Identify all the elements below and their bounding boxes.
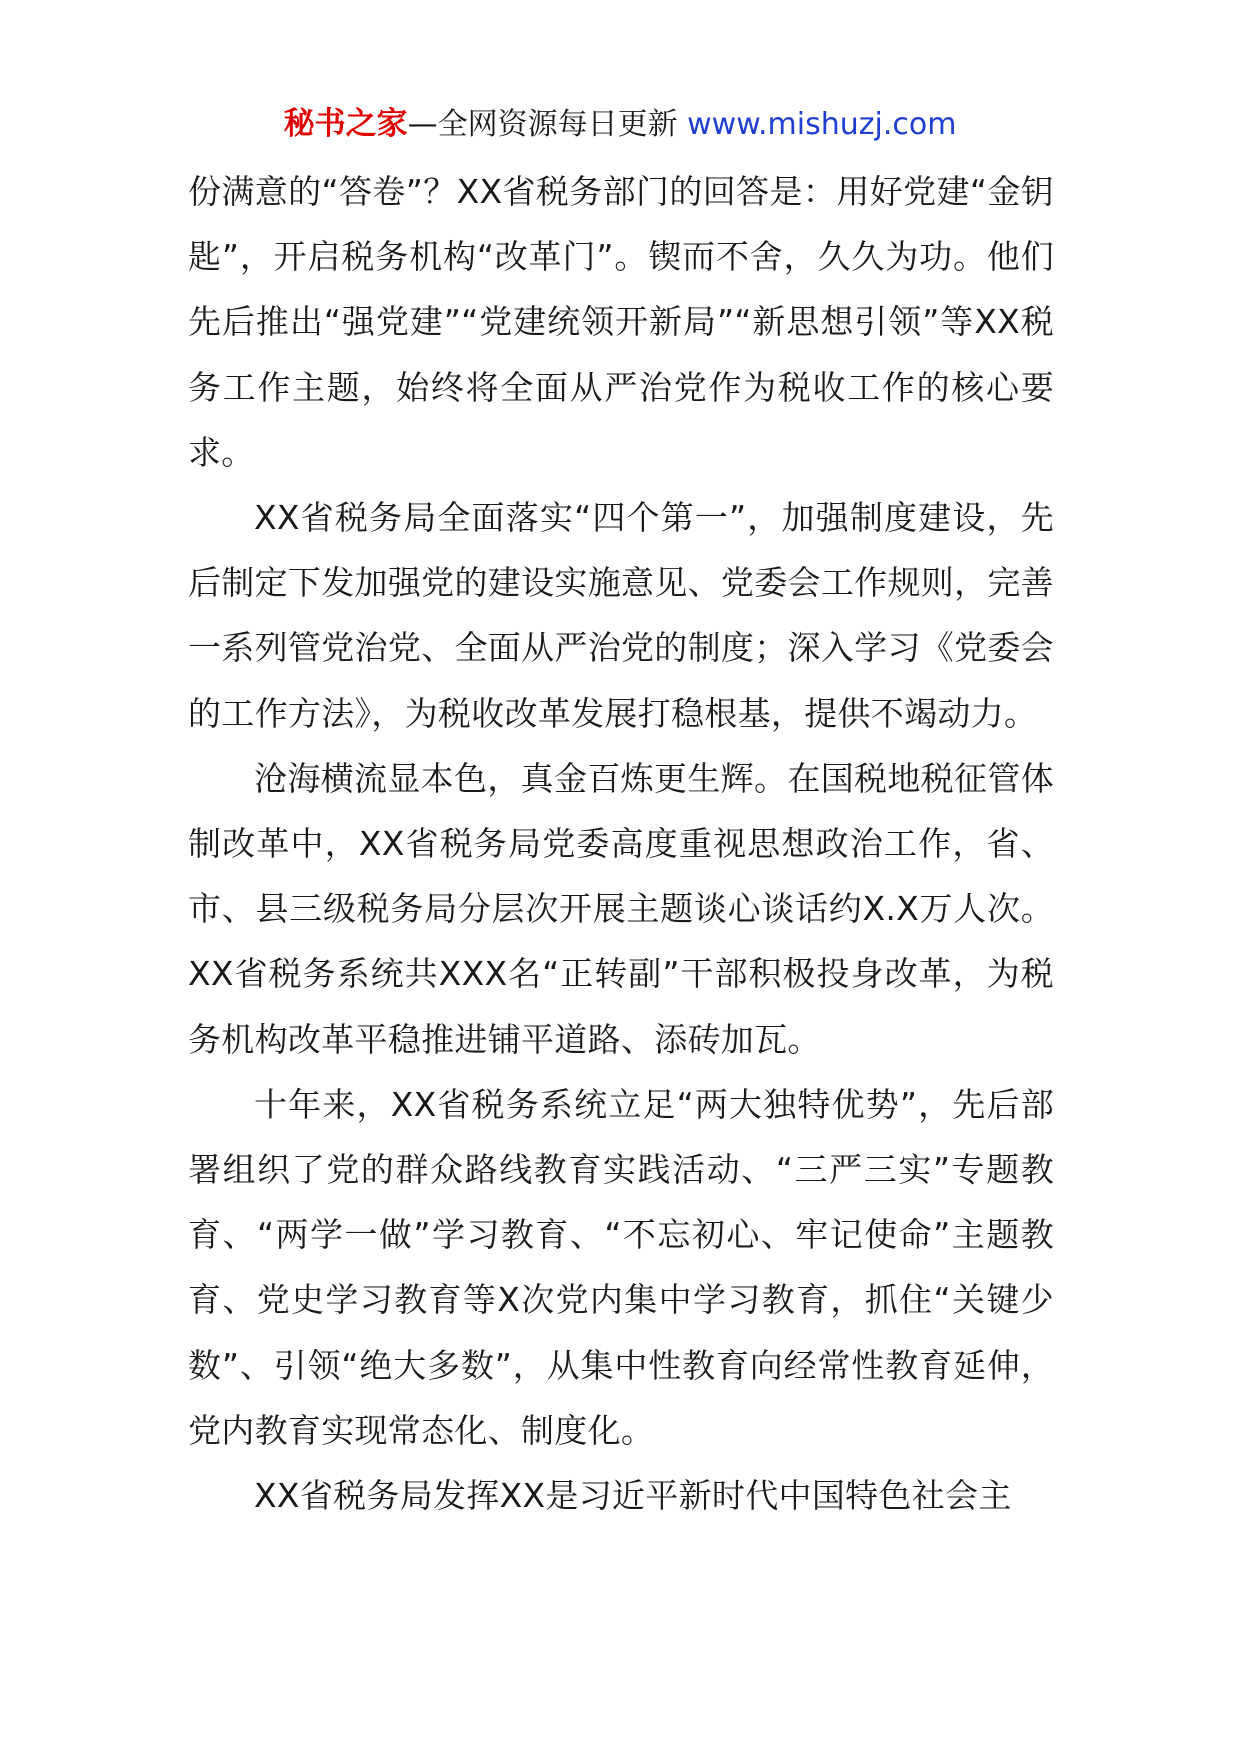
- paragraph: 十年来，XX省税务系统立足“两大独特优势”，先后部署组织了党的群众路线教育实践活动、“三严三实”专题教育、“两学一做”学习教育、“不忘初心、牢记使命”主题教育、党史学习教育等X次党内集中学习教育，抓住“关键少数”、引领“绝大多数”，从集中性教育向经常性教育延伸，党内教育实现常态化、制度化。: [188, 1084, 1054, 1450]
- document-body: [188, 159, 1054, 1528]
- site-url-link[interactable]: www.mishuzj.com: [687, 107, 957, 142]
- paragraph: 沧海横流显本色，真金百炼更生辉。在国税地税征管体制改革中，XX省税务局党委高度重视思想政治工作，省、市、县三级税务局分层次开展主题谈心谈话约X.X万人次。XX省税务系统共XXX名“正转副”干部积极投身改革，为税务机构改革平稳推进铺平道路、添砖加瓦。: [188, 758, 1054, 1059]
- page-header: [0, 100, 1240, 149]
- header-tagline: —全网资源每日更新: [407, 107, 688, 142]
- paragraph: XX省税务局发挥XX是习近平新时代中国特色社会主: [254, 1476, 1012, 1516]
- brand-name: 秘书之家: [283, 106, 408, 142]
- paragraph: XX省税务局全面落实“四个第一”，加强制度建设，先后制定下发加强党的建设实施意见、党委会工作规则，完善一系列管党治党、全面从严治党的制度；深入学习《党委会的工作方法》，为税收改革发展打稳根基，提供不竭动力。: [188, 498, 1054, 733]
- paragraph: 份满意的“答卷”？XX省税务部门的回答是：用好党建“金钥匙”，开启税务机构“改革门”。锲而不舍，久久为功。他们先后推出“强党建”“党建统领开新局”“新思想引领”等XX税务工作主题，始终将全面从严治党作为税收工作的核心要求。: [188, 172, 1054, 472]
